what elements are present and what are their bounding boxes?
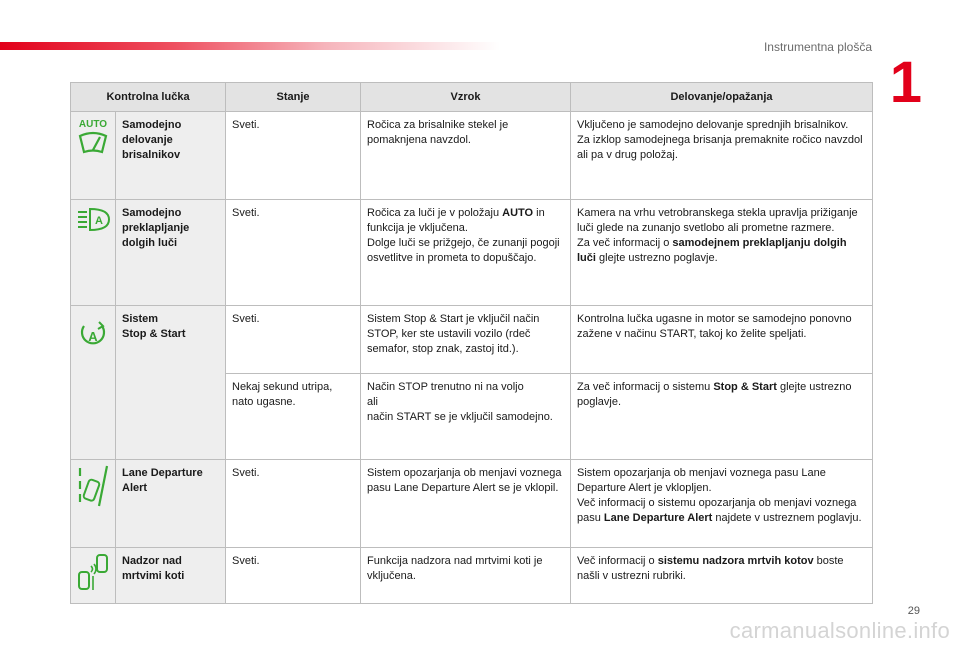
column-header-state: Stanje — [226, 83, 361, 112]
blind-spot-icon — [76, 552, 110, 592]
icon-cell — [71, 460, 116, 548]
lamp-state: Nekaj sekund utripa, nato ugasne. — [226, 374, 361, 460]
lamp-cause: Ročica za brisalnike stekel je pomaknjena navzdol. — [361, 112, 571, 200]
page-number: 29 — [907, 605, 920, 617]
lamp-action: Več informacij o sistemu nadzora mrtvih kotov boste našli v ustrezni rubriki. — [571, 548, 873, 604]
lamp-action: Kamera na vrhu vetrobranskega stekla upravlja prižiganje luči glede na zunanjo svetlobo ali prometne razmere. Za več informacij o samodejnem preklapljanju dolgih luči glejte ustrezno poglavje. — [571, 200, 873, 306]
column-header-cause: Vzrok — [361, 83, 571, 112]
lamp-name: Samodejno delovanje brisalnikov — [116, 112, 226, 200]
lamp-cause: Način STOP trenutno ni na voljo ali način START se je vključil samodejno. — [361, 374, 571, 460]
icon-cell — [71, 306, 116, 460]
lane-departure-icon — [76, 464, 110, 508]
svg-text:A: A — [95, 215, 103, 227]
lamp-action: Kontrolna lučka ugasne in motor se samodejno ponovno zažene v načinu START, takoj ko želite speljati. — [571, 306, 873, 374]
column-header-lamp: Kontrolna lučka — [71, 83, 226, 112]
column-header-action: Delovanje/opažanja — [571, 83, 873, 112]
lamp-action: Sistem opozarjanja ob menjavi voznega pasu Lane Departure Alert je vklopljen. Več informacij o sistemu opozarjanja ob menjavi voznega pasu Lane Departure Alert najdete v ustreznem poglavju. — [571, 460, 873, 548]
lamp-name: Nadzor nad mrtvimi koti — [116, 548, 226, 604]
lamp-state: Sveti. — [226, 548, 361, 604]
lamp-name: Sistem Stop & Start — [116, 306, 226, 460]
header-accent-bar — [0, 42, 500, 50]
stop-start-icon — [76, 320, 110, 350]
lamp-state: Sveti. — [226, 112, 361, 200]
lamp-state: Sveti. — [226, 460, 361, 548]
svg-text:A: A — [88, 329, 98, 344]
lamp-state: Sveti. — [226, 306, 361, 374]
warning-lamps-table — [70, 82, 873, 604]
auto-wiper-icon-text: AUTO — [78, 119, 108, 130]
lamp-action: Vključeno je samodejno delovanje sprednjih brisalnikov. Za izklop samodejnega brisanja premaknite ročico navzdol ali pa v drug položaj. — [571, 112, 873, 200]
lamp-name: Samodejno preklapljanje dolgih luči — [116, 200, 226, 306]
lamp-name: Lane Departure Alert — [116, 460, 226, 548]
icon-cell — [71, 548, 116, 604]
lamp-cause: Sistem Stop & Start je vključil način STOP, ker ste ustavili vozilo (rdeč semafor, stop znak, zastoj itd.). — [361, 306, 571, 374]
icon-cell — [71, 200, 116, 306]
lamp-cause: Sistem opozarjanja ob menjavi voznega pasu Lane Departure Alert se je vklopil. — [361, 460, 571, 548]
auto-wiper-icon — [76, 116, 110, 162]
chapter-number: 1 — [889, 50, 922, 115]
table-row — [71, 548, 873, 604]
table-row — [71, 200, 873, 306]
lamp-action: Za več informacij o sistemu Stop & Start glejte ustrezno poglavje. — [571, 374, 873, 460]
lamp-state: Sveti. — [226, 200, 361, 306]
table-row — [71, 112, 873, 200]
table-header-row — [71, 83, 873, 112]
watermark: carmanualsonline.info — [729, 618, 950, 643]
lamp-cause: Ročica za luči je v položaju AUTO in funkcija je vključena. Dolge luči se prižgejo, če zunanji pogoji osvetlitve in prometa to dopuščajo. — [361, 200, 571, 306]
lamp-cause: Funkcija nadzora nad mrtvimi koti je vključena. — [361, 548, 571, 604]
section-title: Instrumentna plošča — [763, 40, 872, 54]
auto-high-beam-icon — [76, 204, 110, 238]
table-row — [71, 306, 873, 374]
icon-cell — [71, 112, 116, 200]
table-row — [71, 460, 873, 548]
